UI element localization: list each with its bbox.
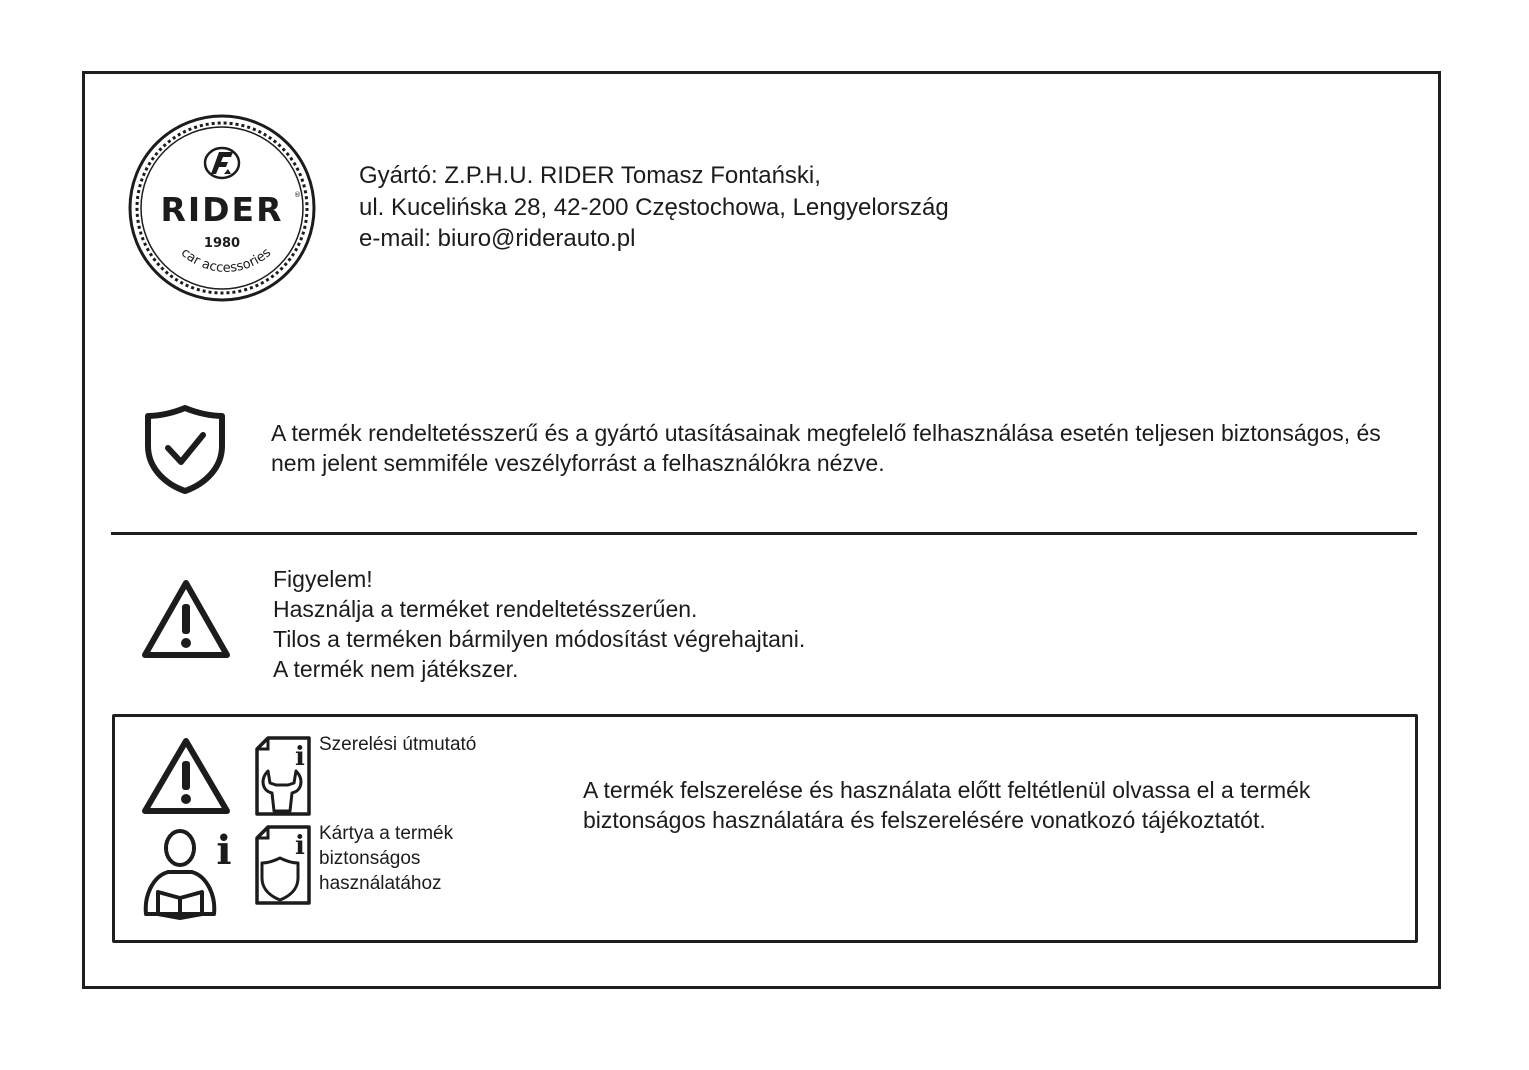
safety-statement: A termék rendeltetésszerű és a gyártó utasításainak megfelelő felhasználása esetén teljesen biztonságos, és nem jelent semmiféle veszélyforrást a felhasználókra nézve. (271, 420, 1381, 476)
read-manual-icon (140, 824, 236, 920)
safety-card-icon (254, 824, 312, 906)
assembly-manual-label: Szerelési útmutató (319, 734, 477, 755)
shield-check-icon (143, 404, 227, 494)
svg-text:i: i (295, 831, 305, 861)
rider-logo (127, 113, 317, 303)
logo-tagline: car accessories (177, 245, 275, 276)
warning-triangle-icon (141, 736, 231, 816)
manufacturer-email: e-mail: biuro@riderauto.pl (359, 225, 636, 252)
manufacturer-address: ul. Kucelińska 28, 42-200 Częstochowa, Lengyelország (359, 193, 949, 221)
warning-heading: Figyelem! (273, 566, 373, 592)
svg-text:i: i (216, 827, 232, 874)
instruction-text: A termék felszerelése és használata előtt feltétlenül olvassa el a termék biztonságos használatára és felszerelésére vonatkozó tájékoztatót. (583, 777, 1311, 833)
section-divider (111, 532, 1417, 535)
warning-triangle-icon (141, 578, 231, 660)
warning-line: Használja a terméket rendeltetésszerűen. (273, 596, 698, 622)
logo-year: 1980 (203, 236, 241, 251)
manufacturer-name: Gyártó: Z.P.H.U. RIDER Tomasz Fontański, (359, 162, 821, 189)
svg-text:®: ® (294, 191, 301, 199)
safety-card-label: Kártya a termék biztonságos használatához (319, 823, 454, 894)
warning-text (273, 564, 805, 684)
warning-line: A termék nem játékszer. (273, 656, 519, 682)
warning-line: Tilos a terméken bármilyen módosítást végrehajtani. (273, 626, 806, 652)
svg-text:i: i (295, 742, 305, 772)
logo-brand: RIDER (160, 190, 284, 229)
manufacturer-info (359, 160, 949, 255)
assembly-manual-icon (254, 735, 312, 817)
